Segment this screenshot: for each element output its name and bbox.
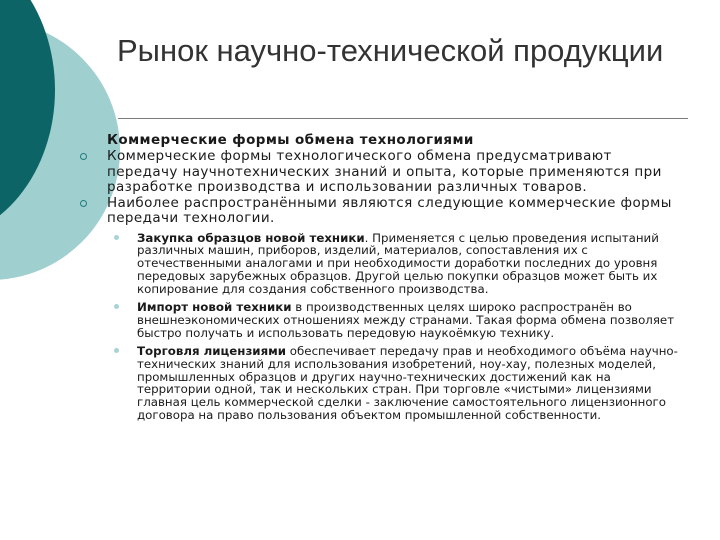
circle-bullet-icon xyxy=(80,200,87,207)
bullet-text: Коммерческие формы технологического обмена предусматривают передачу научнотехнических знаний и опыта, которые применяются при разработке производства и использовании различных товаров. xyxy=(107,148,662,195)
sub-bullet-term: Торговля лицензиями xyxy=(137,343,287,358)
slide-content xyxy=(78,132,678,422)
sub-bullet xyxy=(137,345,678,422)
dot-bullet-icon xyxy=(114,235,119,240)
bullet-point xyxy=(78,196,678,227)
bullet-point xyxy=(78,149,678,196)
slide-title: Рынок научно-технической продукции xyxy=(117,33,664,68)
title-divider xyxy=(118,118,688,119)
circle-bullet-icon xyxy=(80,153,87,160)
sub-bullet-term: Закупка образцов новой техники xyxy=(137,230,365,245)
subheading: Коммерческие формы обмена технологиями xyxy=(107,132,474,148)
sub-bullet xyxy=(137,301,678,340)
sub-bullet-text: . Применяется с целью проведения испытаний различных машин, приборов, изделий, материалов, сопоставления их с отечественными аналогами и при необходимости доработки последних до уровня передовых зарубежных образцов. Другой целью покупки образцов может быть их копирование для создания собственного производства. xyxy=(137,230,659,297)
sub-bullet-text: в производственных целях широко распространён во внешнеэкономических отношениях между странами. Такая форма обмена позволяет быстро получать и использовать передовую наукоёмкую технику. xyxy=(137,300,675,340)
sub-bullet xyxy=(137,232,678,297)
sub-bullet-term: Импорт новой техники xyxy=(137,300,292,315)
bullet-text: Наиболее распространёнными являются следующие коммерческие формы передачи технологии. xyxy=(107,194,672,226)
sub-bullet-text: обеспечивает передачу прав и необходимого объёма научно-технических знаний для использования изобретений, ноу-хау, полезных моделей, промышленных образцов и других научно-технических достижений как на территории одной, так и нескольких стран. При торговле «чистыми» лицензиями главная цель коммерческой сделки - заключение самостоятельного лицензионного договора на право пользования объектом промышленной собственности. xyxy=(137,343,678,423)
dot-bullet-icon xyxy=(114,304,119,309)
dot-bullet-icon xyxy=(114,348,119,353)
